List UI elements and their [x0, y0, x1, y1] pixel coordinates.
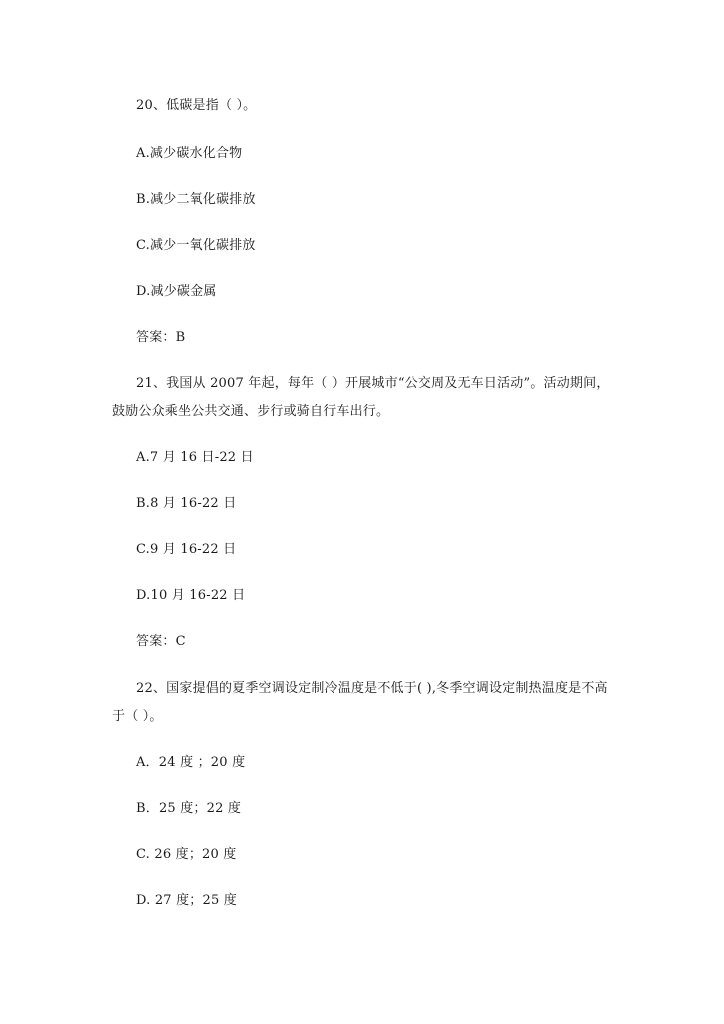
question-22-option-c: C. 26 度；20 度 — [136, 847, 237, 862]
question-21-stem-line-2: 鼓励公众乘坐公共交通、步行或骑自行车出行。 — [112, 404, 390, 419]
question-21-option-a: A.7 月 16 日-22 日 — [136, 450, 254, 465]
question-21-option-b: B.8 月 16-22 日 — [136, 496, 237, 511]
question-22-stem-line-1: 22、国家提倡的夏季空调设定制冷温度是不低于( ),冬季空调设定制热温度是不高 — [136, 681, 608, 696]
question-20-option-a: A.减少碳水化合物 — [136, 146, 243, 161]
question-20-option-b: B.减少二氧化碳排放 — [136, 192, 256, 207]
question-22-option-a: A．24 度 ；20 度 — [136, 755, 246, 770]
question-20-option-c: C.减少一氧化碳排放 — [136, 238, 256, 253]
question-20-stem: 20、低碳是指（ ）。 — [136, 98, 257, 113]
question-21-answer: 答案：C — [136, 634, 186, 649]
question-21-option-d: D.10 月 16-22 日 — [136, 588, 246, 603]
question-21-stem-line-1: 21、我国从 2007 年起，每年（ ）开展城市“公交周及无车日活动”。活动期间， — [136, 376, 610, 391]
question-22-option-d: D. 27 度；25 度 — [136, 893, 237, 908]
question-22-option-b: B．25 度；22 度 — [136, 801, 242, 816]
question-20-option-d: D.减少碳金属 — [136, 284, 217, 299]
question-21-option-c: C.9 月 16-22 日 — [136, 542, 237, 557]
question-20-answer: 答案：B — [136, 330, 186, 345]
question-22-stem-line-2: 于（ ）。 — [112, 709, 163, 724]
